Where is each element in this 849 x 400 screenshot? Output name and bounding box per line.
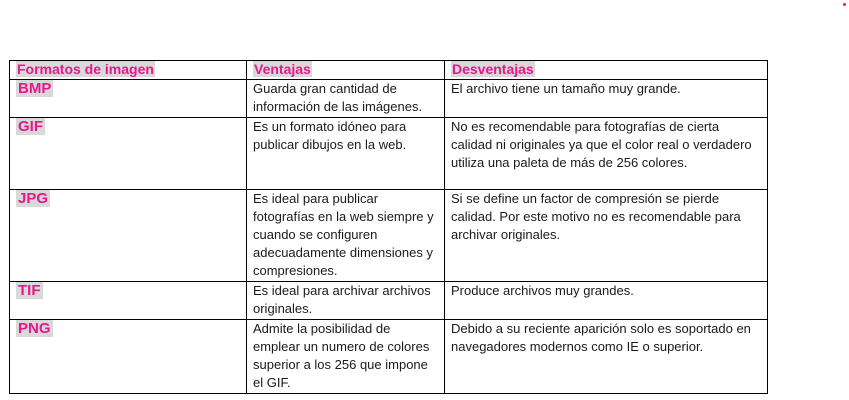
format-label: TIF [18,282,41,299]
header-disadvantages [445,61,768,80]
advantages-cell: Guarda gran cantidad de información de las imágenes. [247,80,445,118]
disadvantages-cell: Si se define un factor de compresión se pierde calidad. Por este motivo no es recomendable para archivar originales. [445,190,768,282]
advantages-cell: Es ideal para publicar fotografías en la web siempre y cuando se configuren adecuadamente dimensiones y compresiones. [247,190,445,282]
format-cell [10,190,247,282]
header-advantages [247,61,445,80]
format-cell [10,282,247,320]
header-formats [10,61,247,80]
format-label: BMP [18,80,52,97]
advantages-cell: Es ideal para archivar archivos originales. [247,282,445,320]
disadvantages-cell: Debido a su reciente aparición solo es soportado en navegadores modernos como IE o superior. [445,320,768,394]
table-row [10,118,768,190]
table-row [10,282,768,320]
table-row [10,190,768,282]
format-cell [10,320,247,394]
disadvantages-cell: Produce archivos muy grandes. [445,282,768,320]
advantages-cell: Admite la posibilidad de emplear un numero de colores superior a los 256 que impone el GIF. [247,320,445,394]
advantages-cell: Es un formato idóneo para publicar dibujos en la web. [247,118,445,190]
header-disadvantages-label: Desventajas [452,61,534,77]
format-label: GIF [18,118,43,135]
disadvantages-cell: No es recomendable para fotografías de cierta calidad ni originales ya que el color real o verdadero utiliza una paleta de más de 256 colores. [445,118,768,190]
header-formats-label: Formatos de imagen [17,61,154,77]
disadvantages-cell: El archivo tiene un tamaño muy grande. [445,80,768,118]
format-cell [10,118,247,190]
decorative-dot [843,3,846,6]
format-label: PNG [18,320,51,337]
table-header-row [10,61,768,80]
table-row [10,320,768,394]
table-row [10,80,768,118]
header-advantages-label: Ventajas [254,61,311,77]
format-cell [10,80,247,118]
image-formats-table [9,60,768,394]
format-label: JPG [18,190,49,207]
